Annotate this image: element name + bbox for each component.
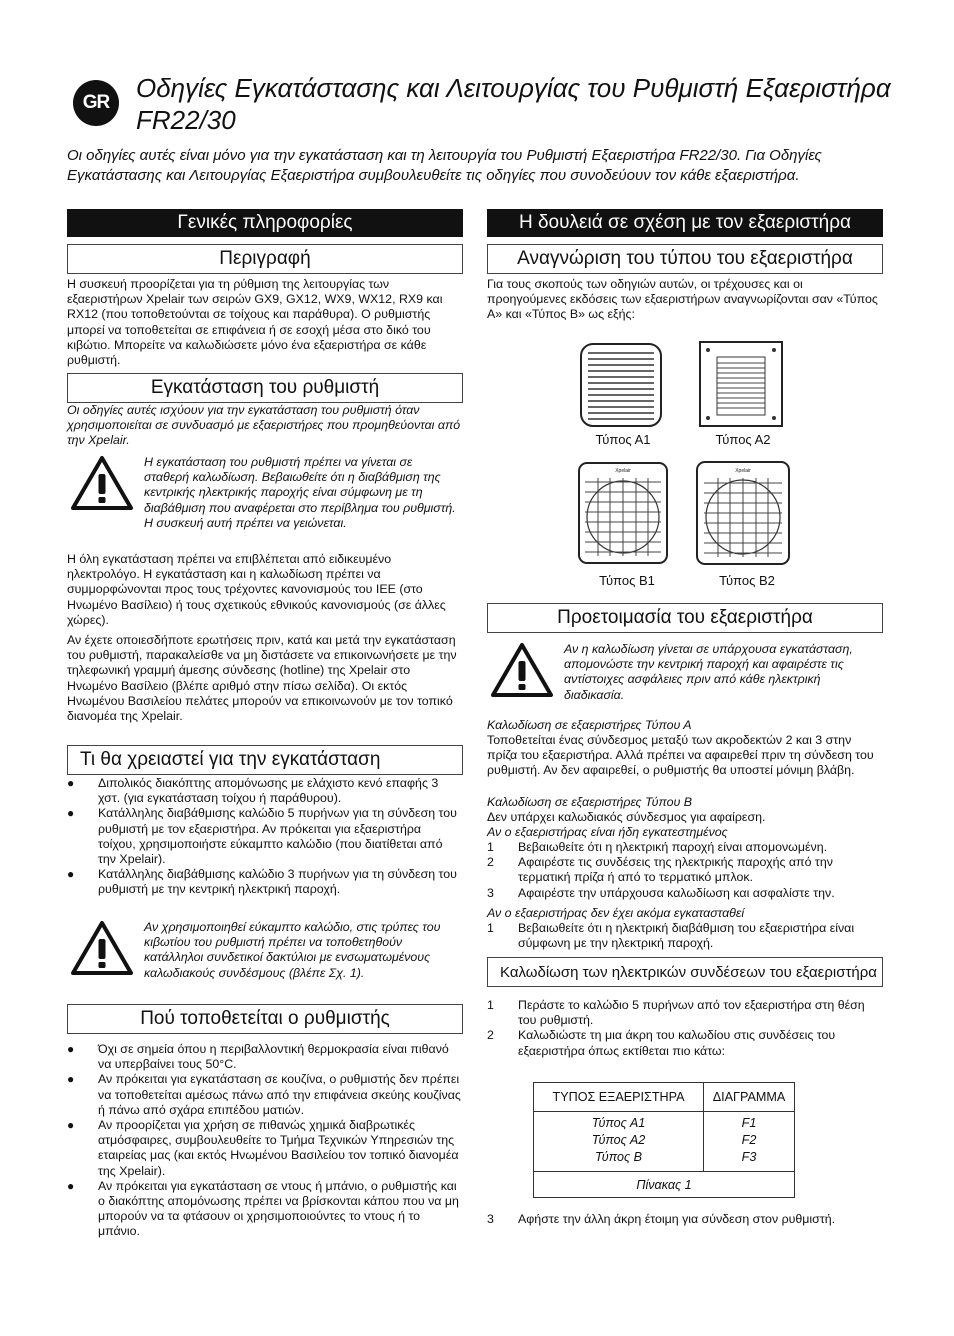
table-caption: Πίνακας 1 xyxy=(534,1172,795,1198)
page-title: Οδηγίες Εγκατάστασης και Λειτουργίας του Ρυθμιστή Εξαεριστήρα FR22/30 xyxy=(136,73,891,135)
type-b-title: Καλωδίωση σε εξαεριστήρες Τύπου Β xyxy=(487,795,693,809)
intro-text: Οι οδηγίες αυτές είναι μόνο για την εγκατάσταση και τη λειτουργία του Ρυθμιστή Εξαεριστήρα FR22/30. Για Οδηγίες Εγκατάστασης και Λειτουργίας Εξαεριστήρα συμβουλευθείτε τις οδηγίες που συνοδεύουν τον κάθε εξαεριστήρα. xyxy=(67,147,822,184)
table-diagrams-cell xyxy=(704,1112,795,1172)
not-installed-title: Αν ο εξαεριστήρας δεν έχει ακόμα εγκατασταθεί xyxy=(487,906,745,920)
list-item: ● Κατάλληλης διαβάθμισης καλώδιο 3 πυρήνων για τη σύνδεση του ρυθμιστή με την κεντρική ηλεκτρική παροχή. xyxy=(67,867,461,897)
warning-text-2: Αν χρησιμοποιηθεί εύκαμπτο καλώδιο, στις τρύπες του κιβωτίου του ρυθμιστή πρέπει να τοποθετηθούν κατάλληλοι συνδετικοί δακτύλιοι με ενσωματωμένους καλωδιακούς συνδέσμους (βλέπε Σχ. 1). xyxy=(144,920,441,980)
type-b-text: Δεν υπάρχει καλωδιακός σύνδεσμος για αφαίρεση. xyxy=(487,810,766,824)
fan-a1-illustration xyxy=(580,343,662,427)
fan-b2-illustration xyxy=(696,461,790,565)
list-item: ● Αν προορίζεται για χρήση σε πιθανώς χημικά διαβρωτικές ατμόσφαιρες, συμβουλευθείτε το Τμήμα Τεχνικών Υπηρεσιών της εταιρείας μας (και εκτός Ηνωμένου Βασιλείου τον τοπικό διανομέα της Xpelair). xyxy=(67,1118,461,1179)
list-item: ● Αν πρόκειται για εγκατάσταση σε ντους ή μπάνιο, ο ρυθμιστής και ο διακόπτης απομόνωσης πρέπει να βρίσκονται κάπου που να μη μπορούν να τα φτάσουν οι χρησιμοποιούντες το ντους ή το μπάνιο. xyxy=(67,1179,461,1240)
fan-b2-label: Τύπος Β2 xyxy=(719,573,775,588)
list-item: 3 Αφαιρέστε την υπάρχουσα καλωδίωση και ασφαλίστε την. xyxy=(487,885,835,900)
list-item: 1 Περάστε το καλώδιο 5 πυρήνων από τον εξαεριστήρα στη θέση του ρυθμιστή. xyxy=(487,998,865,1028)
warning-icon xyxy=(70,455,134,511)
fan-a2-label: Τύπος Α2 xyxy=(715,432,771,447)
country-badge: GR xyxy=(73,80,119,126)
warning-icon xyxy=(490,642,554,698)
warning-block-3 xyxy=(490,642,882,703)
list-item: 3 Αφήστε την άλλη άκρη έτοιμη για σύνδεση στον ρυθμιστή. xyxy=(487,1212,836,1226)
warning-text-3: Αν η καλωδίωση γίνεται σε υπάρχουσα εγκατάσταση, απομονώστε την κεντρική παροχή και αφαιρέστε τις αντίστοιχες ασφάλειες πριν από κάθε ηλεκτρική διαδικασία. xyxy=(564,642,853,702)
location-header: Πού τοποθετείται ο ρυθμιστής xyxy=(67,1004,463,1034)
list-item: 1 Βεβαιωθείτε ότι η ηλεκτρική παροχή είναι απομονωμένη. xyxy=(487,840,828,854)
list-item: 1 Βεβαιωθείτε ότι η ηλεκτρική διαβάθμιση του εξαεριστήρα είναι σύμφωνη με την ηλεκτρική παροχή. xyxy=(487,921,855,951)
install-paragraph-1: Η όλη εγκατάσταση πρέπει να επιβλέπεται από ειδικευμένο ηλεκτρολόγο. Η εγκατάσταση και η καλωδίωση πρέπει να συμμορφώνονται προς τους τρέχοντες κανονισμούς του IEE (στο Ηνωμένο Βασίλειο) ή τους σχετικούς εθνικούς κανονισμούς (σε άλλες χώρες). xyxy=(67,552,446,627)
fan-diagram-table xyxy=(533,1082,795,1198)
table-cell: F3 xyxy=(741,1150,757,1164)
list-item: ● Διπολικός διακόπτης απομόνωσης με ελάχιστο κενό επαφής 3 χστ. (για εγκατάσταση τοίχου ή παράθυρου). xyxy=(67,776,461,806)
table-cell: F1 xyxy=(741,1116,757,1130)
wiring-header: Καλωδίωση των ηλεκτρικών συνδέσεων του εξαεριστήρα xyxy=(487,957,883,987)
list-item: 2 Καλωδιώστε τη μια άκρη του καλωδίου στις συνδέσεις του εξαεριστήρα όπως εκτίθεται πιο κάτω: xyxy=(487,1028,836,1058)
list-item: ● Αν πρόκειται για εγκατάσταση σε κουζίνα, ο ρυθμιστής δεν πρέπει να τοποθετείται αμέσως πάνω από την επιφάνεια σκεύης κουζίνας ή πάνω από σχάρα επιπέδου ματιών. xyxy=(67,1072,461,1118)
installed-title: Αν ο εξαεριστήρας είναι ήδη εγκατεστημένος xyxy=(487,825,728,839)
type-a-text: Τοποθετείται ένας σύνδεσμος μεταξύ των ακροδεκτών 2 και 3 στην πρίζα του εξαεριστήρα. Αλλά πρέπει να αφαιρεθεί πριν τη σύνδεση του ρυθμιστή. Αν δεν αφαιρεθεί, ο ρυθμιστής θα υποστεί μόνιμη βλάβη. xyxy=(487,733,874,778)
install-note: Οι οδηγίες αυτές ισχύουν για την εγκατάσταση του ρυθμιστή όταν χρησιμοποιείται σε συνδυασμό με εξαεριστήρες που προμηθεύονται από την Xpelair. xyxy=(67,403,461,448)
requirements-header: Τι θα χρειαστεί για την εγκατάσταση xyxy=(67,745,463,775)
brand-mark: Xpelair xyxy=(735,468,751,474)
fan-a2-illustration xyxy=(699,341,783,427)
type-a-title: Καλωδίωση σε εξαεριστήρες Τύπου Α xyxy=(487,718,692,732)
requirements-list xyxy=(67,776,461,898)
prep-header: Προετοιμασία του εξαεριστήρα xyxy=(487,603,883,633)
list-item: ● Κατάλληλης διαβάθμισης καλώδιο 5 πυρήνων για τη σύνδεση του ρυθμιστή με τον εξαεριστήρα. Αν πρόκειται για εξαεριστήρα τοίχου, χρησιμοποιήστε εύκαμπτο καλώδιο (που διατίθεται από την Xpelair). xyxy=(67,806,461,867)
final-step xyxy=(487,1212,881,1227)
warning-icon xyxy=(70,920,134,976)
fan-b1-illustration xyxy=(578,462,668,564)
list-item: ● Όχι σε σημεία όπου η περιβαλλοντική θερμοκρασία είναι πιθανό να υπερβαίνει τους 50°C. xyxy=(67,1042,461,1072)
table-cell: Τύπος Α1 xyxy=(591,1116,646,1130)
install-header: Εγκατάσταση του ρυθμιστή xyxy=(67,373,463,403)
identify-text: Για τους σκοπούς των οδηγιών αυτών, οι τρέχουσες και οι προηγούμενες εκδόσεις των εξαεριστήρων αναγνωρίζονται σαν «Τύπος Α» και «Τύπος Β» ως εξής: xyxy=(487,277,878,322)
warning-block-2 xyxy=(70,920,462,981)
fan-work-header: Η δουλειά σε σχέση με τον εξαεριστήρα xyxy=(487,209,883,237)
table-header-diagram: ΔΙΑΓΡΑΜΜΑ xyxy=(704,1083,795,1112)
location-list xyxy=(67,1042,461,1240)
table-cell: Τύπος Α2 xyxy=(591,1133,646,1147)
fan-a1-label: Τύπος Α1 xyxy=(595,432,651,447)
warning-text-1: Η εγκατάσταση του ρυθμιστή πρέπει να γίνεται σε σταθερή καλωδίωση. Βεβαιωθείτε ότι η διαβάθμιση της κεντρικής ηλεκτρικής παροχής είναι σύμφωνη με τη διαβάθμιση που αναφέρεται στο περίβλημα του ρυθμιστή. Η συσκευή αυτή πρέπει να γειώνεται. xyxy=(144,455,456,530)
warning-block-1 xyxy=(70,455,462,531)
install-paragraph-2: Αν έχετε οποιεσδήποτε ερωτήσεις πριν, κατά και μετά την εγκατάσταση του ρυθμιστή, παρακαλείσθε να μη διστάσετε να επικοινωνήσετε με την τηλεφωνική γραμμή άμεσης σύνδεσης (hotline) της Xpelair στο Ηνωμένο Βασίλειο (βλέπε αριθμό στην πίσω σελίδα). Οι εκτός Ηνωμένου Βασιλείου πελάτες μπορούν να επικοινωνούν με τον τοπικό διανομέα της Xpelair. xyxy=(67,633,457,724)
identify-header: Αναγνώριση του τύπου του εξαεριστήρα xyxy=(487,244,883,274)
wiring-steps xyxy=(487,998,881,1059)
brand-mark: Xpelair xyxy=(615,468,631,474)
fan-b1-label: Τύπος Β1 xyxy=(599,573,655,588)
installed-steps xyxy=(487,840,881,901)
description-header: Περιγραφή xyxy=(67,244,463,274)
general-info-header: Γενικές πληροφορίες xyxy=(67,209,463,237)
description-text: Η συσκευή προορίζεται για τη ρύθμιση της λειτουργίας των εξαεριστήρων Xpelair των σειρών GX9, GX12, WX9, WX12, RX9 και RX12 (που τοποθετούνται σε τοίχους και παράθυρα). Ο ρυθμιστής μπορεί να τοποθετείται σε επιφάνεια ή σε εσοχή μέσα στο δικό του κιβώτιο. Μπορείτε να καλωδιώσετε μόνο ένα εξαεριστήρα σε κάθε ρυθμιστή. xyxy=(67,277,443,368)
not-installed-steps xyxy=(487,921,881,951)
table-types-cell xyxy=(534,1112,704,1172)
table-cell: Τύπος Β xyxy=(595,1150,642,1164)
table-cell: F2 xyxy=(741,1133,757,1147)
list-item: 2 Αφαιρέστε τις συνδέσεις της ηλεκτρικής παροχής από την τερματική πρίζα ή από το τερματικό μπλοκ. xyxy=(487,855,833,885)
table-header-type: ΤΥΠΟΣ ΕΞΑΕΡΙΣΤΗΡΑ xyxy=(534,1083,704,1112)
